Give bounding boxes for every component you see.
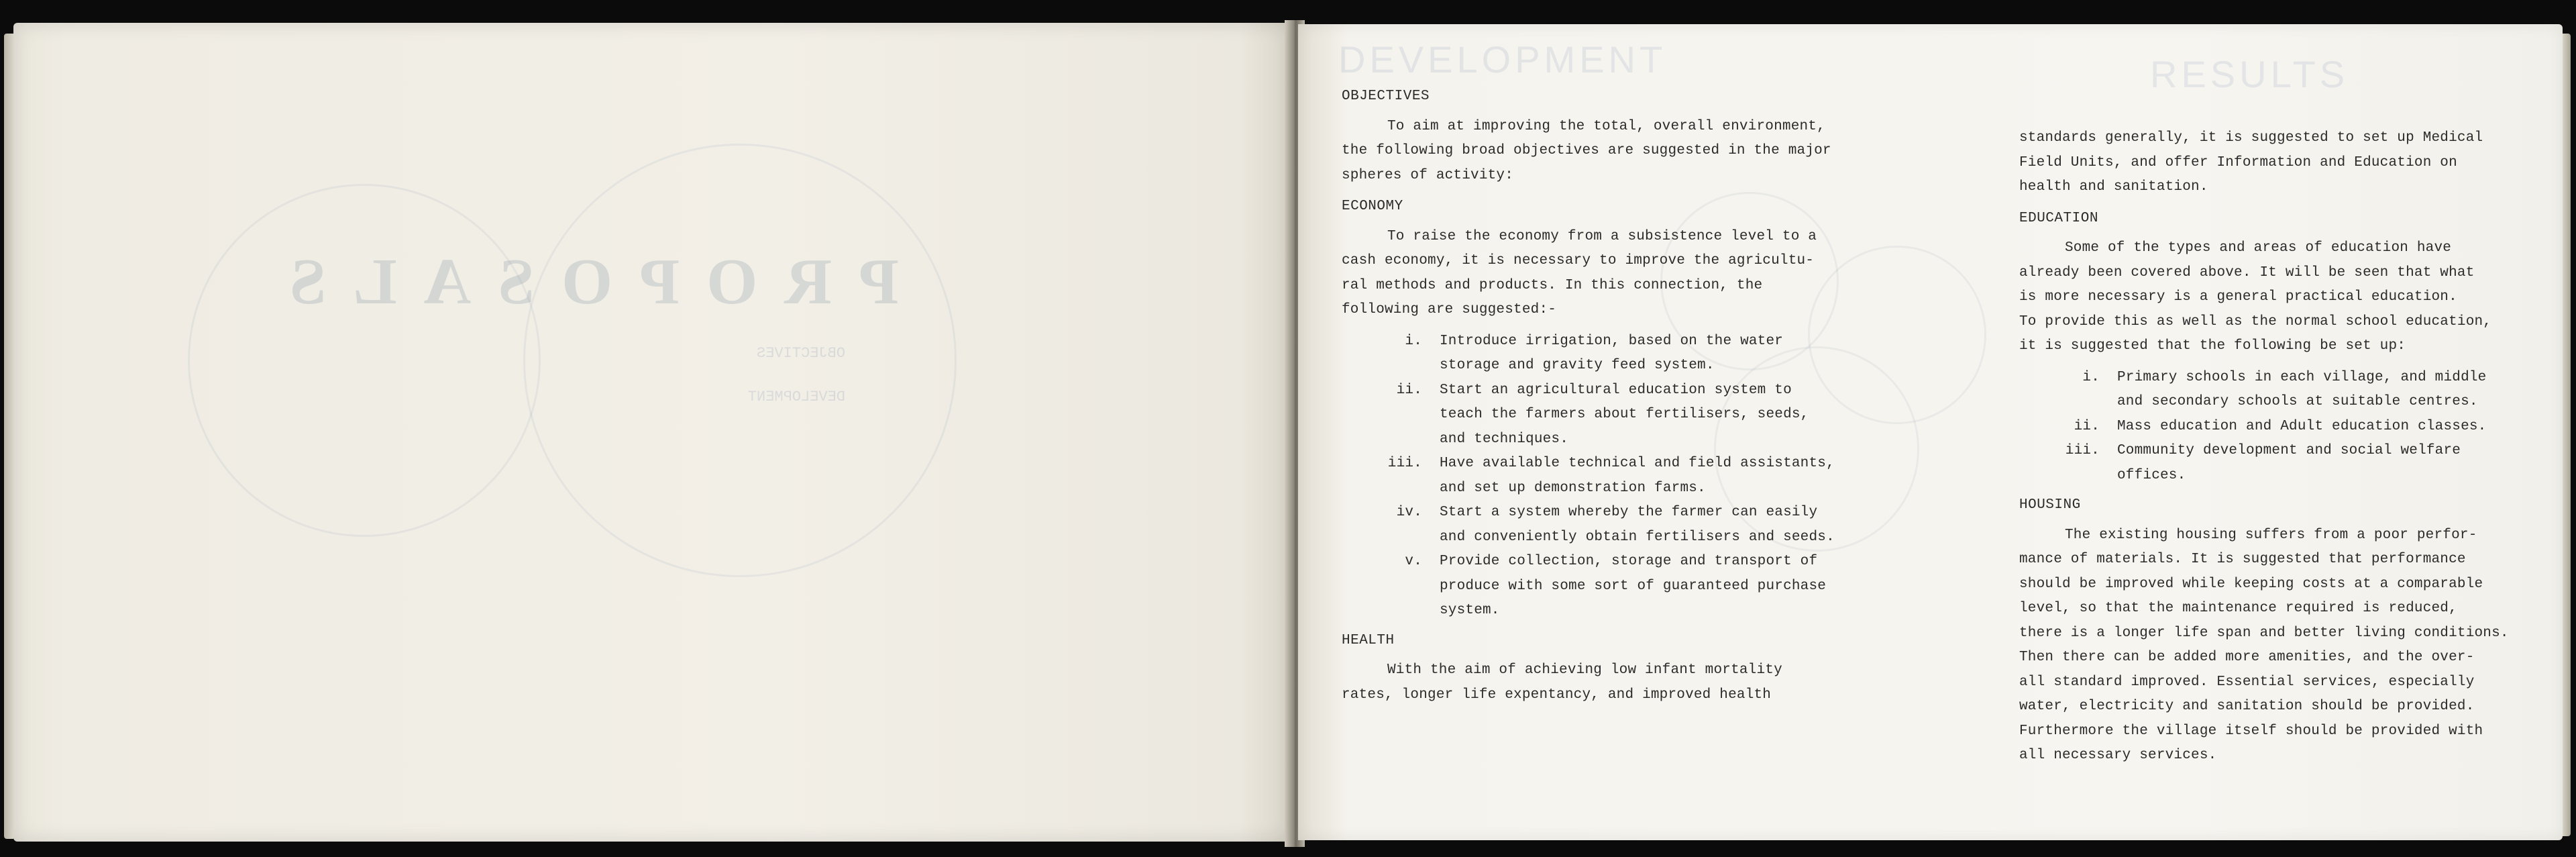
list-item	[1342, 452, 1892, 501]
list-number: i.	[1405, 333, 1422, 349]
show-through-subtitle-2: DEVELOPMENT	[747, 389, 845, 405]
text-line: should be improved while keeping costs at a comparable	[2019, 576, 2483, 592]
show-through-title: PROPOSALS	[262, 246, 899, 318]
economy-paragraph	[1342, 225, 1892, 323]
housing-paragraph	[2019, 523, 2529, 768]
text-line: offices.	[2117, 467, 2186, 483]
list-item	[2019, 415, 2529, 440]
text-line: health and sanitation.	[2019, 179, 2208, 195]
text-line: system.	[1440, 603, 1500, 618]
list-number: iii.	[1387, 456, 1422, 471]
text-line: water, electricity and sanitation should be provided.	[2019, 699, 2475, 714]
list-number: i.	[2082, 369, 2100, 385]
text-line: all standard improved. Essential services, especially	[2019, 674, 2475, 690]
education-paragraph	[2019, 236, 2529, 359]
show-through-subtitle-1: OBJECTIVES	[756, 345, 845, 362]
show-through-heading-2: RESULTS	[2150, 53, 2349, 95]
text-line: and conveniently obtain fertilisers and seeds.	[1440, 529, 1835, 545]
text-line: The existing housing suffers from a poor perfor-	[2065, 527, 2477, 543]
health-paragraph	[1342, 658, 1892, 707]
housing-heading: HOUSING	[2019, 497, 2081, 513]
show-through-circle	[523, 144, 957, 577]
education-list	[2019, 366, 2529, 489]
left-page	[13, 23, 1291, 842]
list-item	[2019, 439, 2529, 488]
text-line: With the aim of achieving low infant mortality	[1387, 662, 1782, 678]
list-item	[1342, 550, 1892, 623]
text-line: it is suggested that the following be set up:	[2019, 338, 2406, 354]
health-heading: HEALTH	[1342, 632, 1395, 648]
economy-list	[1342, 330, 1892, 623]
text-line: Mass education and Adult education classes.	[2117, 418, 2487, 434]
text-column-right	[2019, 126, 2529, 775]
text-line: and techniques.	[1440, 431, 1569, 447]
text-line: Provide collection, storage and transport of	[1440, 554, 1818, 569]
text-line: Primary schools in each village, and middle	[2117, 369, 2487, 385]
show-through-heading-1: DEVELOPMENT	[1338, 38, 1667, 81]
list-number: iv.	[1396, 505, 1422, 520]
text-line: To raise the economy from a subsistence level to a	[1387, 228, 1817, 244]
text-line: and set up demonstration farms.	[1440, 480, 1706, 496]
text-line: produce with some sort of guaranteed purchase	[1440, 578, 1827, 594]
text-line: Have available technical and field assistants,	[1440, 456, 1835, 471]
show-through-circle	[188, 184, 541, 537]
text-line: ral methods and products. In this connection, the	[1342, 277, 1763, 293]
objectives-heading: OBJECTIVES	[1342, 89, 1430, 104]
text-line: and secondary schools at suitable centres.	[2117, 394, 2478, 409]
list-number: ii.	[2074, 418, 2100, 434]
text-line: the following broad objectives are suggested in the major	[1342, 143, 1831, 158]
economy-heading: ECONOMY	[1342, 199, 1403, 214]
text-line: Introduce irrigation, based on the water	[1440, 333, 1784, 349]
text-column-left	[1342, 82, 1892, 714]
list-number: iii.	[2065, 443, 2100, 458]
text-line: Start a system whereby the farmer can easily	[1440, 505, 1818, 520]
list-item	[1342, 501, 1892, 550]
text-line: Furthermore the village itself should be provided with	[2019, 723, 2483, 739]
list-number: ii.	[1396, 382, 1422, 398]
text-line: there is a longer life span and better living conditions.	[2019, 625, 2509, 641]
list-item	[1342, 330, 1892, 379]
text-line: storage and gravity feed system.	[1440, 358, 1715, 373]
education-heading: EDUCATION	[2019, 210, 2098, 226]
text-line: all necessary services.	[2019, 748, 2217, 763]
text-line: To provide this as well as the normal school education,	[2019, 313, 2492, 330]
text-line: already been covered above. It will be seen that what	[2019, 264, 2475, 281]
text-line: Some of the types and areas of education have	[2065, 240, 2452, 256]
health-paragraph-continued	[2019, 126, 2529, 200]
text-line: Field Units, and offer Information and Education on	[2019, 154, 2457, 170]
text-line: To aim at improving the total, overall environment,	[1387, 118, 1825, 134]
text-line: rates, longer life expentancy, and improved health	[1342, 687, 1772, 703]
text-line: is more necessary is a general practical education.	[2019, 289, 2457, 305]
text-line: spheres of activity:	[1342, 167, 1514, 183]
text-line: level, so that the maintenance required is reduced,	[2019, 601, 2457, 616]
text-line: standards generally, it is suggested to set up Medical	[2019, 130, 2483, 146]
text-line: teach the farmers about fertilisers, seeds,	[1440, 407, 1809, 422]
text-line: following are suggested:-	[1342, 302, 1557, 317]
text-line: mance of materials. It is suggested that performance	[2019, 552, 2466, 567]
text-line: Then there can be added more amenities, and the over-	[2019, 650, 2475, 665]
list-item	[2019, 366, 2529, 415]
objectives-paragraph	[1342, 115, 1892, 189]
text-line: Community development and social welfare	[2117, 443, 2461, 458]
list-number: v.	[1405, 554, 1422, 569]
text-line: cash economy, it is necessary to improve the agricultu-	[1342, 253, 1815, 268]
list-item	[1342, 379, 1892, 452]
text-line: Start an agricultural education system to	[1440, 382, 1792, 398]
